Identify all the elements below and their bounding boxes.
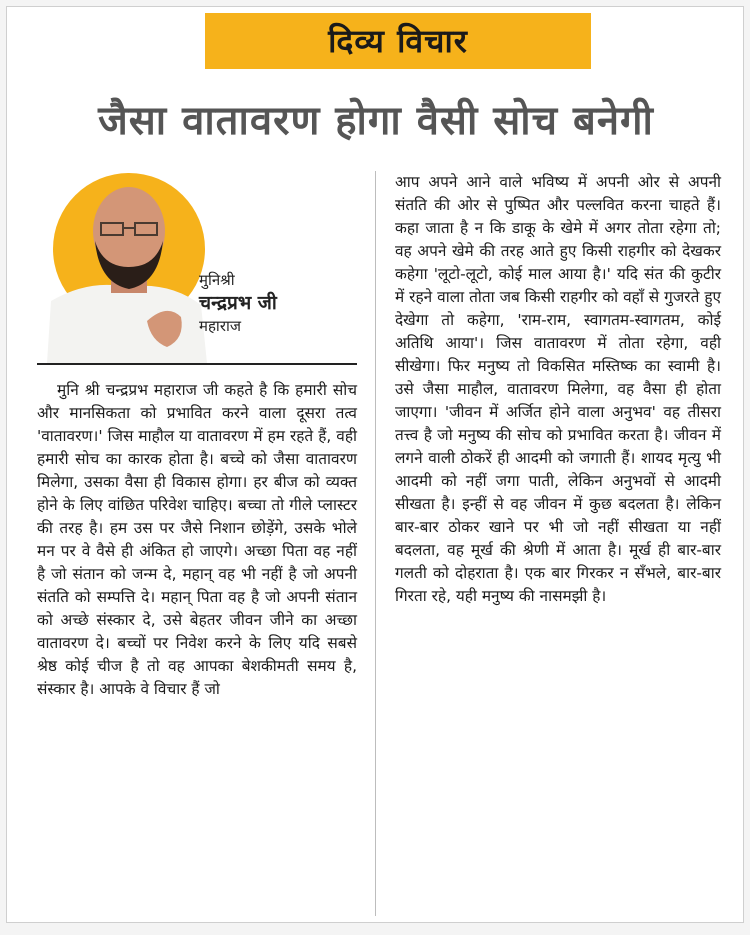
banner-title: दिव्य विचार — [328, 22, 468, 60]
portrait-robe — [47, 285, 207, 363]
article-column-left: मुनि श्री चन्द्रप्रभ महाराज जी कहते है कि हमारी सोच और मानसिकता को प्रभावित करने वाला दूसरा तत्व 'वातावरण।' जिस माहौल या वातावरण में हम रहते हैं, वही हमारी सोच का कारक होता है। बच्चे को जैसा वातावरण मिलेगा, उसका वैसा ही विकास होगा। हर बीज को व्यक्त होने के लिए वांछित परिवेश चाहिए। बच्चा तो गीले प्लास्टर की तरह है। हम उस पर जैसे निशान छोड़ेंगे, उसके भोले मन पर वे वैसे ही अंकित हो जाएगे। अच्छा पिता वह नहीं है जो संतान को जन्म दे, महान् वह भी नहीं है जो अपनी संतति को सम्पत्ति दे। महान् पिता वह है जो अपनी संतान को अच्छे संस्कार दे, उसे बेहतर जीवन जीने का अच्छा वातावरण दे। बच्चों पर निवेश करने के लिए यदि सबसे श्रेष्ठ कोई चीज है तो वह आपका बेशकीमती समय है, संस्कार है। आपके वे विचार हैं जो — [37, 381, 357, 698]
newspaper-clipping — [6, 6, 744, 923]
byline-name: चन्द्रप्रभ जी — [199, 292, 277, 314]
byline-rule — [37, 363, 357, 365]
byline-title: मुनिश्री — [199, 271, 235, 289]
author-byline — [199, 269, 355, 337]
column-divider — [375, 171, 376, 916]
article-column-right: आप अपने आने वाले भविष्य में अपनी ओर से अपनी संतति की ओर से पुष्पित और पल्लवित करना चाहते हैं। कहा जाता है न कि डाकू के खेमे में अगर तोता रहेगा तो; वह अपने खेमे की तरह आते हुए किसी राहगीर को देखकर कहेगा 'लूटो-लूटो, कोई माल आया है।' यदि संत की कुटीर में रहने वाला तोता जब किसी राहगीर को वहाँ से गुजरते हुए देखेगा तो कहेगा, 'राम-राम, स्वागतम-स्वागतम, कोई अतिथि आया'। जिस वातावरण में तोता रहेगा, वही सीखेगा। फिर मनुष्य तो विकसित मस्तिष्क का स्वामी है। उसे जैसा माहौल, वातावरण मिलेगा, वह वैसा ही होता जाएगा। 'जीवन में अर्जित होने वाला अनुभव' वह तीसरा तत्त्व है जो मनुष्य की सोच को प्रभावित करता है। जीवन में लगने वाली ठोकरें ही आदमी को जगाती हैं। शायद मृत्यु भी आदमी को नहीं जगा पाती, लेकिन अनुभवों से आदमी सीखता है। इन्हीं से वह जीवन में कुछ बदलता है। लेकिन बार-बार ठोकर खाने पर भी जो नहीं सीखता या नहीं बदलता, वह मूर्ख की श्रेणी में आता है। मूर्ख ही बार-बार गलती को दोहराता है। एक बार गिरकर न सँभले, बार-बार गिरता रहे, यही मनुष्य की नासमझी है। — [395, 173, 721, 605]
article-headline: जैसा वातावरण होगा वैसी सोच बनेगी — [98, 98, 654, 144]
byline-suffix: महाराज — [199, 317, 241, 335]
author-portrait — [29, 171, 209, 363]
column-banner — [205, 13, 591, 69]
